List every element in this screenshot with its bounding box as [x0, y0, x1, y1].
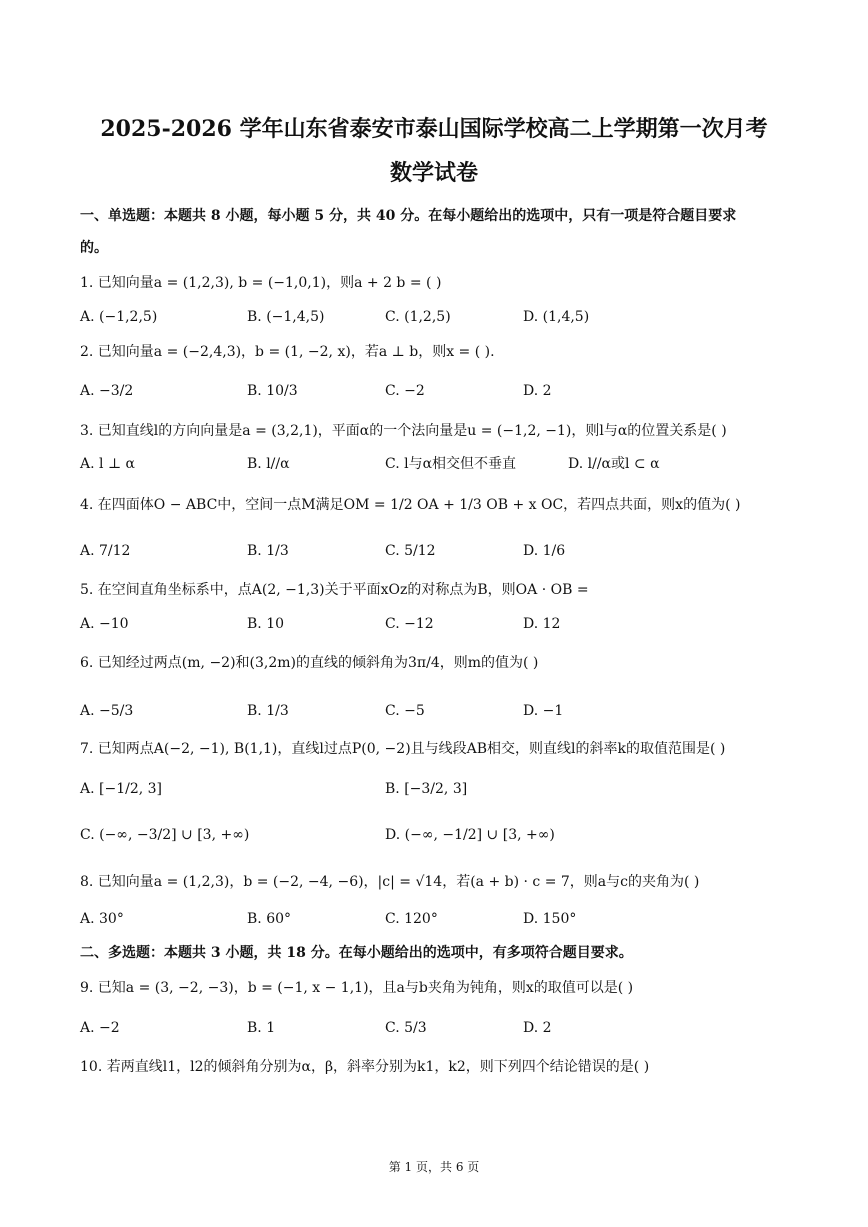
exam-title: 2025-2026 学年山东省泰安市泰山国际学校高二上学期第一次月考 [100, 116, 768, 142]
q2-option-b: B. 10/3 [247, 383, 298, 399]
question-1: 1. 已知向量a = (1,2,3), b = (−1,0,1)，则a + 2 b = ( ) [80, 275, 442, 291]
q2-option-a: A. −3/2 [80, 383, 134, 399]
exam-subtitle: 数学试卷 [389, 160, 478, 186]
section2-heading: 二、多选题：本题共 3 小题，共 18 分。在每小题给出的选项中，有多项符合题目要求。 [80, 945, 633, 961]
q4-option-b: B. 1/3 [247, 543, 289, 559]
q3-option-a: A. l ⊥ α [80, 456, 136, 472]
q2-option-c: C. −2 [385, 383, 425, 399]
q9-option-c: C. 5/3 [385, 1020, 427, 1036]
q5-option-a: A. −10 [80, 616, 129, 632]
q4-option-c: C. 5/12 [385, 543, 436, 559]
q1-option-a: A. (−1,2,5) [80, 309, 158, 325]
q4-option-a: A. 7/12 [80, 543, 131, 559]
q4-option-d: D. 1/6 [523, 543, 566, 559]
question-8: 8. 已知向量a = (1,2,3)，b = (−2, −4, −6)，|c| = √14，若(a + b) · c = 7，则a与c的夹角为( ) [80, 874, 700, 890]
q9-option-d: D. 2 [523, 1020, 552, 1036]
q5-option-b: B. 10 [247, 616, 285, 632]
q5-option-c: C. −12 [385, 616, 434, 632]
question-5: 5. 在空间直角坐标系中，点A(2, −1,3)关于平面xOz的对称点为B，则OA · OB = [80, 582, 589, 598]
q1-option-d: D. (1,4,5) [523, 309, 590, 325]
q8-option-d: D. 150° [523, 911, 577, 927]
section1-heading: 一、单选题：本题共 8 小题，每小题 5 分，共 40 分。在每小题给出的选项中，只有一项是符合题目要求 [80, 208, 737, 224]
q1-option-b: B. (−1,4,5) [247, 309, 325, 325]
q8-option-c: C. 120° [385, 911, 438, 927]
q9-option-a: A. −2 [80, 1020, 120, 1036]
q6-option-b: B. 1/3 [247, 703, 289, 719]
q9-option-b: B. 1 [247, 1020, 276, 1036]
q6-option-c: C. −5 [385, 703, 425, 719]
q3-option-b: B. l//α [247, 456, 290, 472]
question-9: 9. 已知a = (3, −2, −3)，b = (−1, x − 1,1)，且a与b夹角为钝角，则x的取值可以是( ) [80, 980, 634, 996]
q3-option-d: D. l//α或l ⊂ α [568, 456, 660, 472]
q2-option-d: D. 2 [523, 383, 552, 399]
q3-option-c: C. l与α相交但不垂直 [385, 456, 517, 472]
q8-option-a: A. 30° [80, 911, 124, 927]
question-7: 7. 已知两点A(−2, −1), B(1,1)，直线l过点P(0, −2)且与线段AB相交，则直线l的斜率k的取值范围是( ) [80, 741, 726, 757]
q6-option-a: A. −5/3 [80, 703, 134, 719]
question-2: 2. 已知向量a = (−2,4,3)，b = (1, −2, x)，若a ⊥ b，则x = ( ). [80, 344, 495, 360]
q7-option-d: D. (−∞, −1/2] ∪ [3, +∞) [385, 827, 555, 843]
question-3: 3. 已知直线l的方向向量是a = (3,2,1)，平面α的一个法向量是u = (−1,2, −1)，则l与α的位置关系是( ) [80, 423, 727, 439]
q1-option-c: C. (1,2,5) [385, 309, 451, 325]
q7-option-a: A. [−1/2, 3] [80, 781, 163, 797]
q5-option-d: D. 12 [523, 616, 561, 632]
page-footer: 第 1 页，共 6 页 [388, 1160, 480, 1174]
q7-option-c: C. (−∞, −3/2] ∪ [3, +∞) [80, 827, 250, 843]
question-6: 6. 已知经过两点(m, −2)和(3,2m)的直线的倾斜角为3π/4，则m的值为( ) [80, 655, 539, 671]
q7-option-b: B. [−3/2, 3] [385, 781, 468, 797]
question-10: 10. 若两直线l1，l2的倾斜角分别为α，β，斜率分别为k1，k2，则下列四个结论错误的是( ) [80, 1059, 650, 1075]
question-4: 4. 在四面体O − ABC中，空间一点M满足OM = 1/2 OA + 1/3 OB + x OC，若四点共面，则x的值为( ) [80, 497, 741, 513]
q8-option-b: B. 60° [247, 911, 292, 927]
section1-heading-cont: 的。 [80, 240, 108, 256]
q6-option-d: D. −1 [523, 703, 564, 719]
